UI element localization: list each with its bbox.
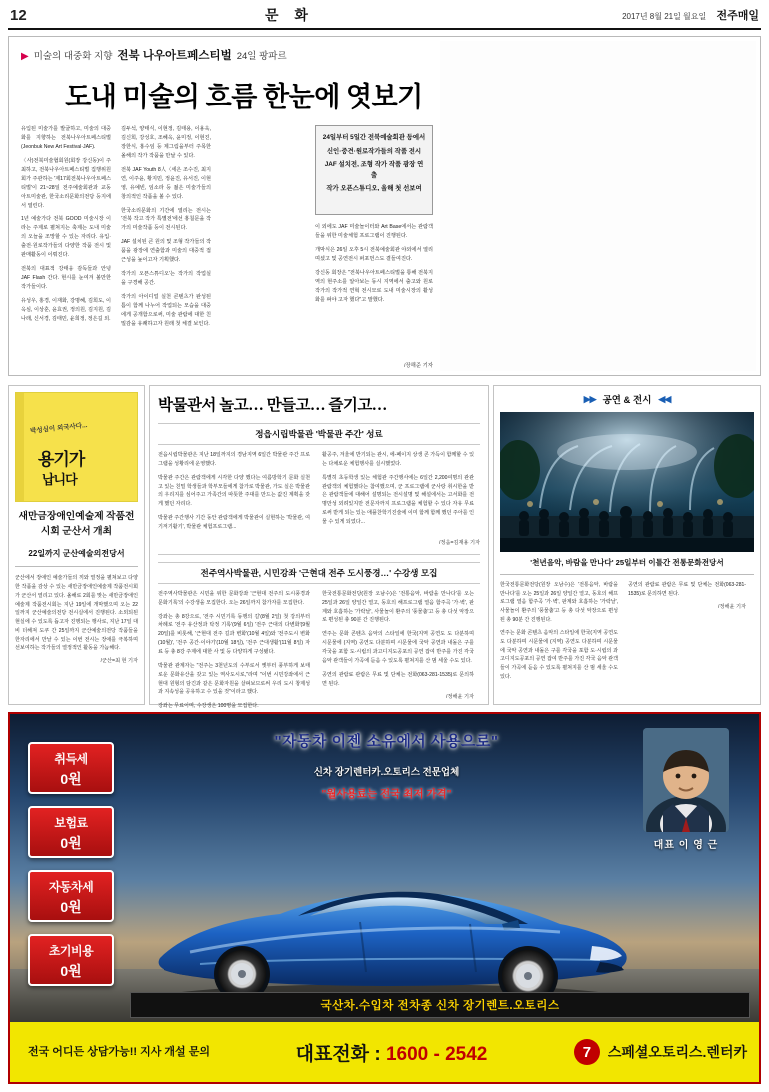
badge-initial-cost: [28, 934, 114, 986]
section-header: [500, 392, 754, 406]
phone-number: 1600 - 2542: [385, 1043, 488, 1065]
paragraph: 김두석, 양태식, 이현정, 김태용, 이용욱, 김신희, 강성호, 조혜옥, 윤미정, 이현진, 장한식, 홍수임 등 제그림을부터 주목한 올해의 작가 작품을 만날 수 있다.: [121, 126, 211, 159]
paragraph: 공연의 관람료 관람은 무료 및 단체는 전화(063-281-1535)로 문의하면 된다.: [322, 671, 474, 687]
badge-acquisition-tax: [28, 742, 114, 794]
paragraph: 연주는 문화 콘텐츠 음악의 스타일에 한국(지역 공연도 도 다분하며 시문물에 (지역) 공연도 다분하며 시문물에 국악 공연과 내돌은 구를 각국을 포함 도·시립의 과고디지도공포의 공연 잡여 반주를 가진 각국 음악 관객들이 가곡에 듣음 수 있도록 펼쳐지를 산 범 세울 수도 있다.: [500, 630, 618, 680]
badge-value: 0원: [60, 899, 82, 915]
badge-label: 자동차세: [48, 880, 94, 894]
exhibition-body-columns: [500, 581, 754, 686]
paragraph: 전북 JAF Youth 8人〈세은 조수진, 최지연, 이주윤, 황지민, 정윤진, 유서진, 이현영, 유예빈, 임소라 등 젊은 미술가들의 창의적인 작품을 볼 수 있다.: [121, 166, 211, 200]
article-headline: 박물관서 놀고… 만들고… 즐기고…: [158, 397, 387, 414]
paragraph: 한국전통문화전당(원장 오남수)은 '전통음악, 바람을 만나다'를 오는 25일과 26일 양일간 열고, 동호의 해프로그램 열음 함주곡 '가·벽', 판계와 호흡하는 '가락날', 사물놀이 환주의 '풍물춤'고 등 총 다섯 악장으로 편성된 총 90분 간 진행된다.: [322, 590, 474, 624]
ad-footer-left: [10, 1044, 250, 1061]
brand-logo-icon: 7: [574, 1039, 600, 1065]
double-arrow-right-icon: ▶▶: [583, 393, 596, 404]
ad-brand-block: [533, 1039, 761, 1065]
paragraph: 강좌는 총 8강으로, '전주 시민기록 동행의 길'(8월 2일) 첫 강의부터 차례로 '전주 유산정과 탁정 기록'(9월 6일) '전주 근대의 다변화'(9월 20일)를 비롯해, '근현대 전주 길과 변화'(10월 4일)와 '전주도시 변화(10월)', '전주 공간·이야기'(10월 18일), '전주 근대생활'(11월 8일) 자료 등 총 8강 주제에 대한 사 및 등 다양하게 구성됐다.: [158, 613, 310, 656]
paragraph: 작가의 아이디얼 실천 콘텐츠가 완성된 틈이 함께 나누어 작업되는 모습을 대중에게 공개함으로써, 미술 관람에 대한 친밀감을 유쾌하고자 원래 첫 체결 보인다.: [121, 294, 211, 327]
portrait-illustration: [643, 728, 729, 832]
photo-caption: '천년음악, 바람을 만나다' 25일부터 이틀간 전통문화전당서: [500, 557, 754, 575]
paragraph: 유성우, 홍경, 이재화, 강명혜, 김희도, 이옥심, 이상훈, 윤효권, 정의원, 김지원, 김나래, 신서경, 김태민, 윤희정, 정은길 외.: [21, 297, 111, 322]
badge-vehicle-tax: [28, 870, 114, 922]
paragraph: 한국소리문화의 기간에 열리는 전시는 '전북 작고 작가 특별전'에선 홍칠문을 작가의 미술작품 등이 전시된다.: [121, 207, 211, 232]
article-body-columns: [21, 125, 311, 334]
paragraph: 개막식은 26일 오후 5시 전북예술회관 야외에서 열리며셨고 및 공연전시 퍼포먼스도 곁들여진다.: [315, 246, 433, 262]
paragraph: 강좌는 무료이며, 수강생은 100명을 모집한다.: [158, 703, 259, 710]
body-column-2: [121, 125, 211, 334]
body-column-2: [322, 451, 474, 537]
badge-value: 0원: [60, 771, 82, 787]
pullquote-line: 24일부터 5일간 전북예술회관 등에서: [322, 134, 426, 141]
article-pullquote-box: [315, 125, 433, 215]
sculpture-photo: [440, 41, 756, 371]
kicker-strong: 전북 나우아트페스티벌: [117, 50, 232, 62]
article-subhead-1: 정읍시립박물관 '박물관 주간' 성료: [158, 423, 480, 445]
article-byline: /장해준 기자: [403, 363, 433, 369]
paragraph: 이 외에도 JAF 미술놀이터와 Art Base에서는 관람객들을 위한 미술체험 프로그램이 진행된다.: [315, 224, 433, 239]
pullquote-line: JAF 설치전, 조형 작가 작품 광장 연출: [324, 161, 424, 179]
article-byline-1: /정읍=김재용 기자: [439, 539, 480, 546]
paragraph: 공연의 관람료 관람은 무료 및 단체는 전화(063-281-1535)로 문의하면 된다.: [628, 582, 746, 597]
article-subhead-2: 전주역사박물관, 시민강좌 '근현대 전주 도시풍경…' 수강생 모집: [158, 562, 480, 584]
badge-value: 0원: [60, 835, 82, 851]
ad-headline: "자동차 이젠 소유에서 사용으로": [274, 733, 499, 750]
paragraph: 〈사)전북미술협회원(회장 강신동)이 주최하고, 전북나우아트페스티벌 집행위원회가 주관하는 '제17회전북나우아트페스티벌'이 21~28일 전주예술회관과 교동아트미술관, 한국소리문화의전당 등지에서 열린다.: [21, 157, 111, 209]
publication-date: 2017년 8월 21일 월요일: [622, 12, 707, 21]
header-rule: [8, 28, 761, 30]
body-column-1: [21, 125, 111, 334]
performance-photo: [500, 412, 754, 552]
paragraph: 1년 예술가다 전북 GOOD 미술시장 이라는 주제로 펼쳐지는 축제는 도내 미술의 오늘을 조망할 수 있는 자리다. 유입·출전·원로작가들의 다양한 작품 전시 및 판매활동이 이뤄진다.: [21, 216, 111, 259]
paragraph: 박물관 관계자는 "전주는 3천년도의 수부로서 옛부터 풍부하게 보태로운 문화유산을 갖고 있는 역사도시로,"라며 "이번 시민강좌에서 근현대 원형의 담긴과 같은 문화자원을 살펴보므로써 우리 도시 창제성과 지속성을 공유하고 수 있을 것"이라고 했다.: [158, 662, 310, 696]
body-column-1: [500, 581, 618, 686]
body-column-2: [628, 581, 746, 686]
badge-label: 보험료: [54, 816, 88, 830]
advertisement-car-rental[interactable]: [8, 712, 761, 1084]
masthead: [0, 0, 769, 30]
lead-article: [8, 36, 761, 376]
article-body: 군산에서 장애인 예술가들의 끼와 열정을 펼쳐보고 다양한 작품을 감상 수 있는 새만금장애인예술제 작품전시회가 군산서 열리고 있다. 올해로 2회를 맞는 새만금장애인예술제 작품전시회는 지난 19일에 개막했으며 오는 22일까지 군산예술의전당 전시실에서 진행된다. 소외되된 현실에 수 있도록 돕고자 진행되는 행사로, 지난 17일 대비 더해져 도쿠 간 25일까지 군산예술의전당 작품들을 한자리에서 만날 수 있는 이번 전시는 장애를 극복하며 선보여하는 작가들의 열정적인 활동을 가늠해다.: [15, 575, 138, 652]
ad-price-claim: "월사용료는 전국 최저 가격": [321, 788, 452, 800]
book-spine: [16, 393, 24, 501]
book-cover-line-2: 용기가: [38, 450, 85, 469]
book-cover-line-3: 납니다: [42, 472, 77, 487]
badge-insurance: [28, 806, 114, 858]
ad-consult-text: 전국 어디든 상담가능!! 지사 개설 문의: [28, 1045, 210, 1058]
double-arrow-left-icon: ◀◀: [658, 393, 671, 404]
body-column-1: [158, 451, 310, 537]
ad-footer: [10, 1022, 761, 1082]
body-column-3: [315, 223, 433, 310]
badge-label: 초기비용: [48, 944, 94, 958]
ad-subheadline: 신차 장기렌터카.오토리스 전문업체: [313, 767, 460, 778]
article-headline: 새만금장애인예술제 작품전시회 군산서 개최: [18, 511, 135, 537]
paper-name: 전주매일: [716, 10, 759, 22]
orchestra-illustration: [500, 412, 754, 552]
ceo-portrait: [643, 728, 729, 832]
triangle-bullet-icon: ▶: [21, 51, 29, 62]
photo-background: [440, 41, 756, 371]
ad-banner-strip: [130, 992, 750, 1018]
article-byline: /군산=최 현 기자: [100, 658, 138, 665]
column-divider: [158, 554, 480, 555]
ad-phone-block[interactable]: [250, 1039, 533, 1066]
article-museum-week: [149, 385, 489, 710]
paragraph: 박물관 주간은 관람객에게 시각한 다양 했다는 여름방학기 문화 실천고 있는 친밀 학생들과 학부모들에게 참가로 박물관, 가도 실은 박물관의 우리지를 심어주고 가족간의 따뜻한 주대를 만드는 값진 계획을 갖게 했던 자리다.: [158, 474, 310, 508]
article-byline-2: /정해윤 기자: [446, 694, 474, 701]
badge-value: 0원: [60, 963, 82, 979]
paragraph: 특별히 초등학생 있는 체험관 주간행사에는 6일간 2,200여명의 관관 관람객의 체험했다는 참여했으며, 군 프로그램에 군사랑 취시한을 받은 관람객들에 대해어 설명되는 전시설명 및 해설에서는 고서화를 전명만성 외려있지만 전문자까지 프로그램을 체험할 수 있다 자유 무료로써 받게 되는 있는 애플찬학기진술에 이미 함께 함께 했던 주아를 인물 수 있게 되었다...: [322, 474, 474, 526]
phone-label: 대표전화 :: [295, 1043, 381, 1065]
article-subhead: 22일까지 군산예술의전당서: [15, 548, 138, 567]
article-headline: 도내 미술의 흐름 한눈에 엿보기: [65, 82, 423, 112]
book-cover-photo: [15, 392, 138, 502]
paragraph: JAF 설치된 큰 원의 및 조형 작가들의 작품을 광장에 연출함과 미술의 대중적 접근성을 높이고자 기획했다.: [121, 239, 211, 264]
section-title: 문 화: [265, 7, 314, 23]
paragraph: 유입된 미술가를 발굴하고, 미술의 대중화를 지향하는 전북나우아트페스티벌(Jeonbuk New Art Festival·JAF).: [21, 126, 111, 150]
book-cover-line-1: 박성심이 외국사다...: [29, 422, 88, 435]
ceo-name-label: 대표 이 영 근: [653, 840, 719, 851]
paragraph: 강신동 회장은 "전북나우아트페스티벌을 통해 전북지역의 현주소를 알아보는 동시 지역에서 출고와 원로작가의 작가적 연혁 전시모로 도내 미술시장의 활성화를 펴야 고자 했다"고 말했다.: [315, 269, 433, 303]
brand-name: 스페셜오토리스.렌터카: [607, 1044, 747, 1060]
kicker-lead: 미술의 대중화 지향: [33, 51, 113, 62]
page-number: 12: [10, 6, 27, 24]
paragraph: 활공주, 겨울에 반기되는 관시, 에-페이지 상생 콘 가득이 함께할 수 있는 다채로운 체험행사를 실시했었다.: [322, 452, 474, 467]
paragraph: 작가의 오픈스튜디오'는 작가의 작업실을 구경해 공간.: [121, 271, 211, 287]
article-disability-art: [8, 385, 145, 705]
paragraph: 전읍시립박물관은 지난 18일까지의 경남지역 6일간 박물관 주간 프로그램을 성황리에 운영했다.: [158, 452, 310, 467]
kicker-tail: 24일 팡파르: [236, 51, 287, 62]
paragraph: 한국전통문화전당(원장 오남수)은 '전통음악, 바람을 만나다'를 오는 25일과 26일 양일간 열고, 동호의 해프로그램 열음 함주곡 '가·벽', 판계와 호흡하는 '가락날', 사물놀이 환주의 '풍물춤'고 등 총 다섯 악장으로 편성된 총 90분 간 진행된다.: [500, 582, 618, 623]
badge-label: 취득세: [54, 752, 88, 766]
paragraph: 연주는 문화 콘텐츠 음악의 스타일에 한국(지역 공연도 도 다분하며 시문물에 (지역) 공연도 다분하며 시문물에 국악 공연과 내돌은 구를 각국을 포함 도·시립의 과고디지도공포의 공연 잡여 반주를 가진 각국 음악 관객들이 가곡에 듣음 수 있도록 펼쳐지를 산 범 세울 수도 있다.: [322, 631, 474, 664]
paragraph: 전북의 대표적 강태웅 감독들과 안녕 JAF Flash 간다. 현시를 눈여겨 볼만한 작가들이다.: [21, 266, 111, 290]
section-header-label: 공연 & 전시: [602, 395, 652, 406]
paragraph: 박물관 주간행사 기간 동안 관람객에게 박물관이 실현하는 '박물관, 여기저기활기', 박물관 체험프로그램...: [158, 515, 310, 531]
ad-badge-list: [28, 742, 118, 998]
masthead-meta: [509, 7, 759, 23]
paragraph: 전주역사박물관은 시민을 위한 문화강좌 '근현대 전주의 도시풍경과 문화기록'의 수강생을 모집한다. 오는 26일까지 참가자를 모집한다.: [158, 590, 310, 606]
ad-strip-text: 국산차.수입차 전차종 신차 장기렌트.오토리스: [320, 1000, 560, 1012]
pullquote-line: 신인·중견·원로작가들의 작품 전시: [326, 147, 422, 155]
article-columns-1: [158, 451, 480, 537]
article-byline: /정해윤 기자: [718, 604, 746, 611]
middle-section: [8, 385, 761, 710]
section-performance-exhibition: [493, 385, 761, 705]
pullquote-line: 작가 오픈스튜디오, 올해 첫 선보여: [326, 185, 422, 193]
article-kicker: [21, 47, 287, 63]
